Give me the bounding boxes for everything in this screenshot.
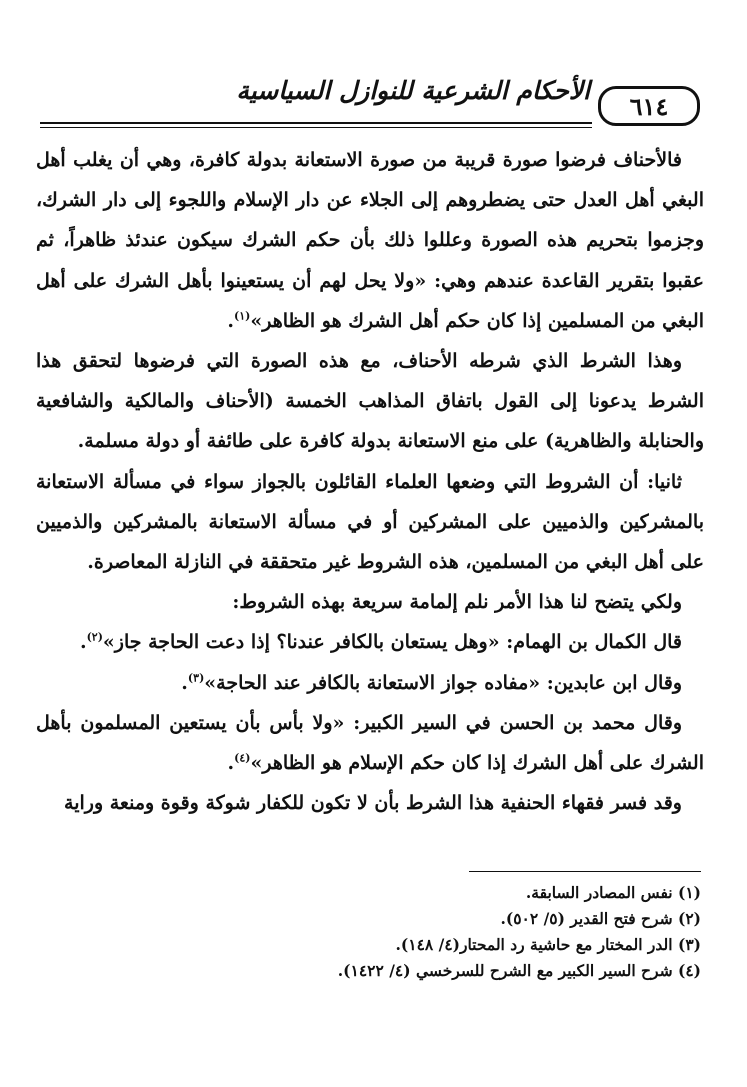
paragraph-5 xyxy=(36,622,704,662)
footnote-3: (٣) الدر المختار مع حاشية رد المحتار(٤/ ١٤٨). xyxy=(395,935,701,954)
footnote-2: (٢) شرح فتح القدير (٥/ ٥٠٢). xyxy=(500,909,701,928)
paragraph-6-text: وقال ابن عابدين: «مفاده جواز الاستعانة بالكافر عند الحاجة» xyxy=(204,671,682,694)
body-text xyxy=(36,140,704,823)
footnote-ref-2: (٢) xyxy=(86,631,103,645)
header-rule xyxy=(40,122,592,124)
paragraph-3: ثانيا: أن الشروط التي وضعها العلماء القائلون بالجواز سواء في مسألة الاستعانة بالمشركين والذميين على المشركين أو في مسألة الاستعانة بالمشركين والذميين على أهل البغي من المسلمين، هذه الشروط غير متحققة في النازلة المعاصرة. xyxy=(36,470,704,574)
footnotes xyxy=(61,880,701,984)
footnote-1: (١) نفس المصادر السابقة. xyxy=(525,883,701,902)
paragraph-6-end: . xyxy=(181,671,188,694)
paragraph-5-text: قال الكمال بن الهمام: «وهل يستعان بالكافر عندنا؟ إذا دعت الحاجة جاز» xyxy=(102,631,682,654)
paragraph-1-text: فالأحناف فرضوا صورة قريبة من صورة الاستعانة بدولة كافرة، وهي أن يغلب أهل البغي أهل العدل حتى يضطروهم إلى الجلاء عن دار الإسلام واللجوء إلى دار الشرك، وجزموا بتحريم هذه الصورة وعللوا ذلك بأن حكم الشرك سيكون عندئذ ظاهراً، ثم عقبوا بتقرير القاعدة عندهم وهي: «ولا يحل لهم أن يستعينوا بأهل الشرك على أهل البغي من المسلمين إذا كان حكم أهل الشرك هو الظاهر» xyxy=(36,149,704,332)
paragraph-1-end: . xyxy=(227,309,234,332)
paragraph-6 xyxy=(36,663,704,703)
footnote-separator xyxy=(469,871,701,872)
footnote-ref-1: (١) xyxy=(233,309,251,323)
paragraph-1 xyxy=(36,140,704,341)
paragraph-5-end: . xyxy=(79,631,87,654)
paragraph-7-end: . xyxy=(227,752,235,775)
footnote-ref-3: (٣) xyxy=(187,671,205,685)
paragraph-7 xyxy=(36,703,704,783)
page-header xyxy=(40,72,700,124)
running-title: الأحكام الشرعية للنوازل السياسية xyxy=(236,76,590,105)
paragraph-8: وقد فسر فقهاء الحنفية هذا الشرط بأن لا تكون للكفار شوكة وقوة ومنعة وراية xyxy=(64,792,682,815)
paragraph-7-text: وقال محمد بن الحسن في السير الكبير: «ولا بأس بأن يستعين المسلمون بأهل الشرك على أهل الشرك إذا كان حكم الإسلام هو الظاهر» xyxy=(36,711,704,775)
footnote-4: (٤) شرح السير الكبير مع الشرح للسرخسي (٤/ ١٤٢٢). xyxy=(337,961,701,980)
page-number: ٦١٤ xyxy=(598,86,700,126)
footnote-ref-4: (٤) xyxy=(234,751,251,765)
paragraph-4: ولكي يتضح لنا هذا الأمر نلم إلمامة سريعة بهذه الشروط: xyxy=(232,591,682,614)
paragraph-2: وهذا الشرط الذي شرطه الأحناف، مع هذه الصورة التي فرضوها لتحقق هذا الشرط يدعونا إلى القول باتفاق المذاهب الخمسة (الأحناف والمالكية والشافعية والحنابلة والظاهرية) على منع الاستعانة بدولة كافرة على طائفة أو دولة مسلمة. xyxy=(36,350,704,453)
